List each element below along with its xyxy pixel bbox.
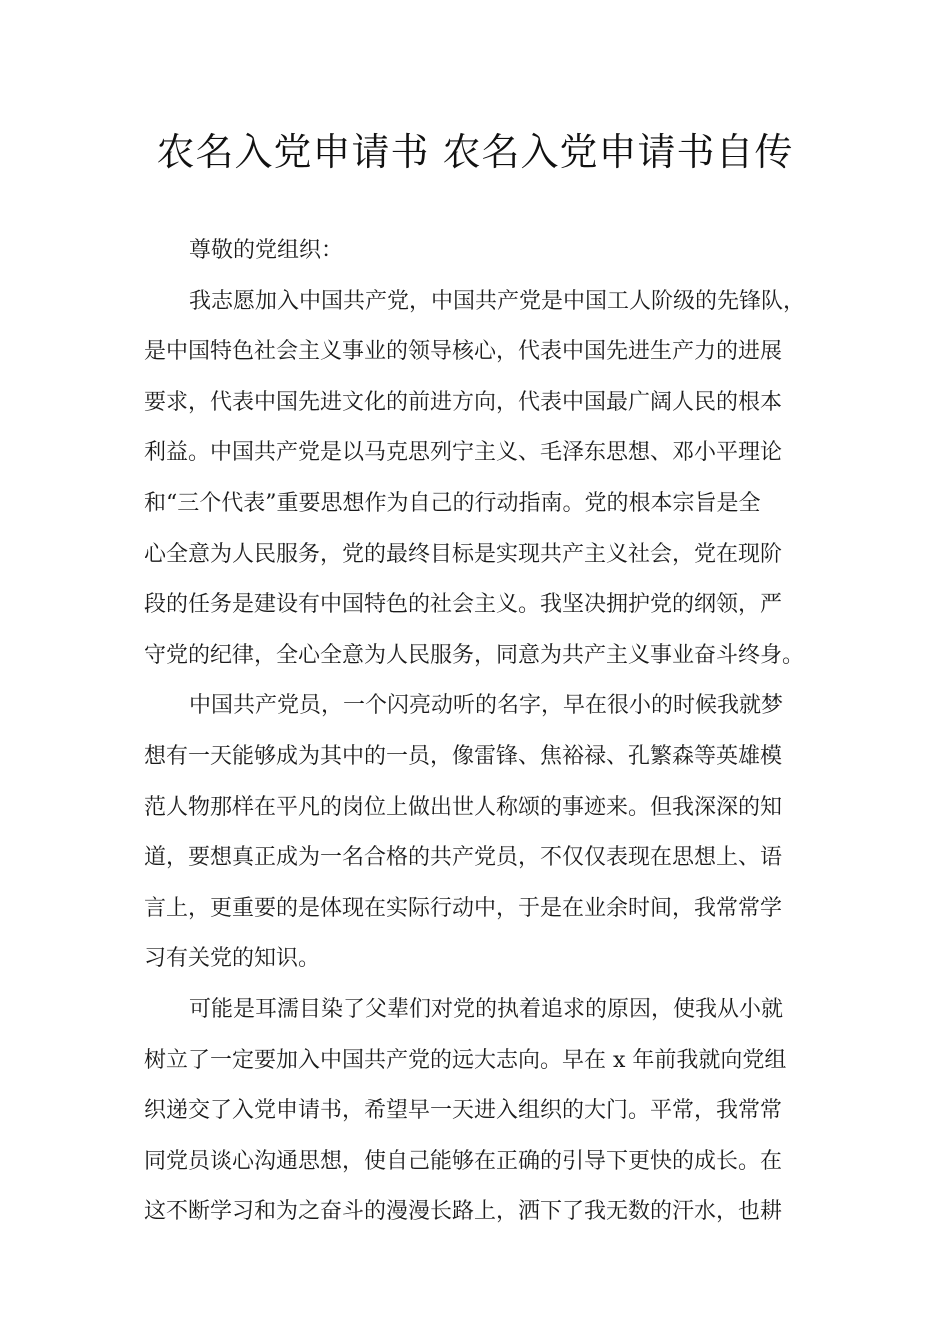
text-line: 习有关党的知识。	[144, 946, 321, 972]
text-line: 我志愿加入中国共产党，中国共产党是中国工人阶级的先锋队，	[189, 288, 806, 314]
text-line: 心全意为人民服务，党的最终目标是实现共产主义社会，党在现阶	[144, 541, 783, 567]
text-line: 段的任务是建设有中国特色的社会主义。我坚决拥护党的纲领，严	[144, 592, 783, 618]
text-line: 中国共产党员，一个闪亮动听的名字，早在很小的时候我就梦	[189, 693, 784, 719]
text-line: 尊敬的党组织：	[189, 238, 344, 263]
text-line: 是中国特色社会主义事业的领导核心，代表中国先进生产力的进展	[144, 339, 783, 365]
text-line: 言上，更重要的是体现在实际行动中，于是在业余时间，我常常学	[144, 895, 783, 921]
text-line: 和“三个代表”重要思想作为自己的行动指南。党的根本宗旨是全	[144, 490, 761, 516]
text-line: 可能是耳濡目染了父辈们对党的执着追求的原因，使我从小就	[189, 996, 784, 1022]
text-line: 树立了一定要加入中国共产党的远大志向。早在 x 年前我就向党组	[144, 1047, 787, 1073]
text-line: 要求，代表中国先进文化的前进方向，代表中国最广阔人民的根本	[144, 389, 783, 415]
text-line: 道，要想真正成为一名合格的共产党员，不仅仅表现在思想上、语	[144, 845, 783, 871]
document-body	[144, 230, 810, 1242]
text-line: 这不断学习和为之奋斗的漫漫长路上，洒下了我无数的汗水，也耕	[144, 1199, 783, 1225]
text-line: 同党员谈心沟通思想，使自己能够在正确的引导下更快的成长。在	[144, 1148, 783, 1174]
text-line: 想有一天能够成为其中的一员，像雷锋、焦裕禄、孔繁森等英雄模	[144, 743, 783, 769]
text-line: 范人物那样在平凡的岗位上做出世人称颂的事迹来。但我深深的知	[144, 794, 783, 820]
text-line: 利益。中国共产党是以马克思列宁主义、毛泽东思想、邓小平理论	[144, 440, 783, 466]
document-title: 农名入党申请书 农名入党申请书自传	[156, 130, 794, 174]
text-line: 守党的纪律，全心全意为人民服务，同意为共产主义事业奋斗终身。	[144, 642, 805, 668]
text-line: 织递交了入党申请书，希望早一天进入组织的大门。平常，我常常	[144, 1098, 783, 1124]
